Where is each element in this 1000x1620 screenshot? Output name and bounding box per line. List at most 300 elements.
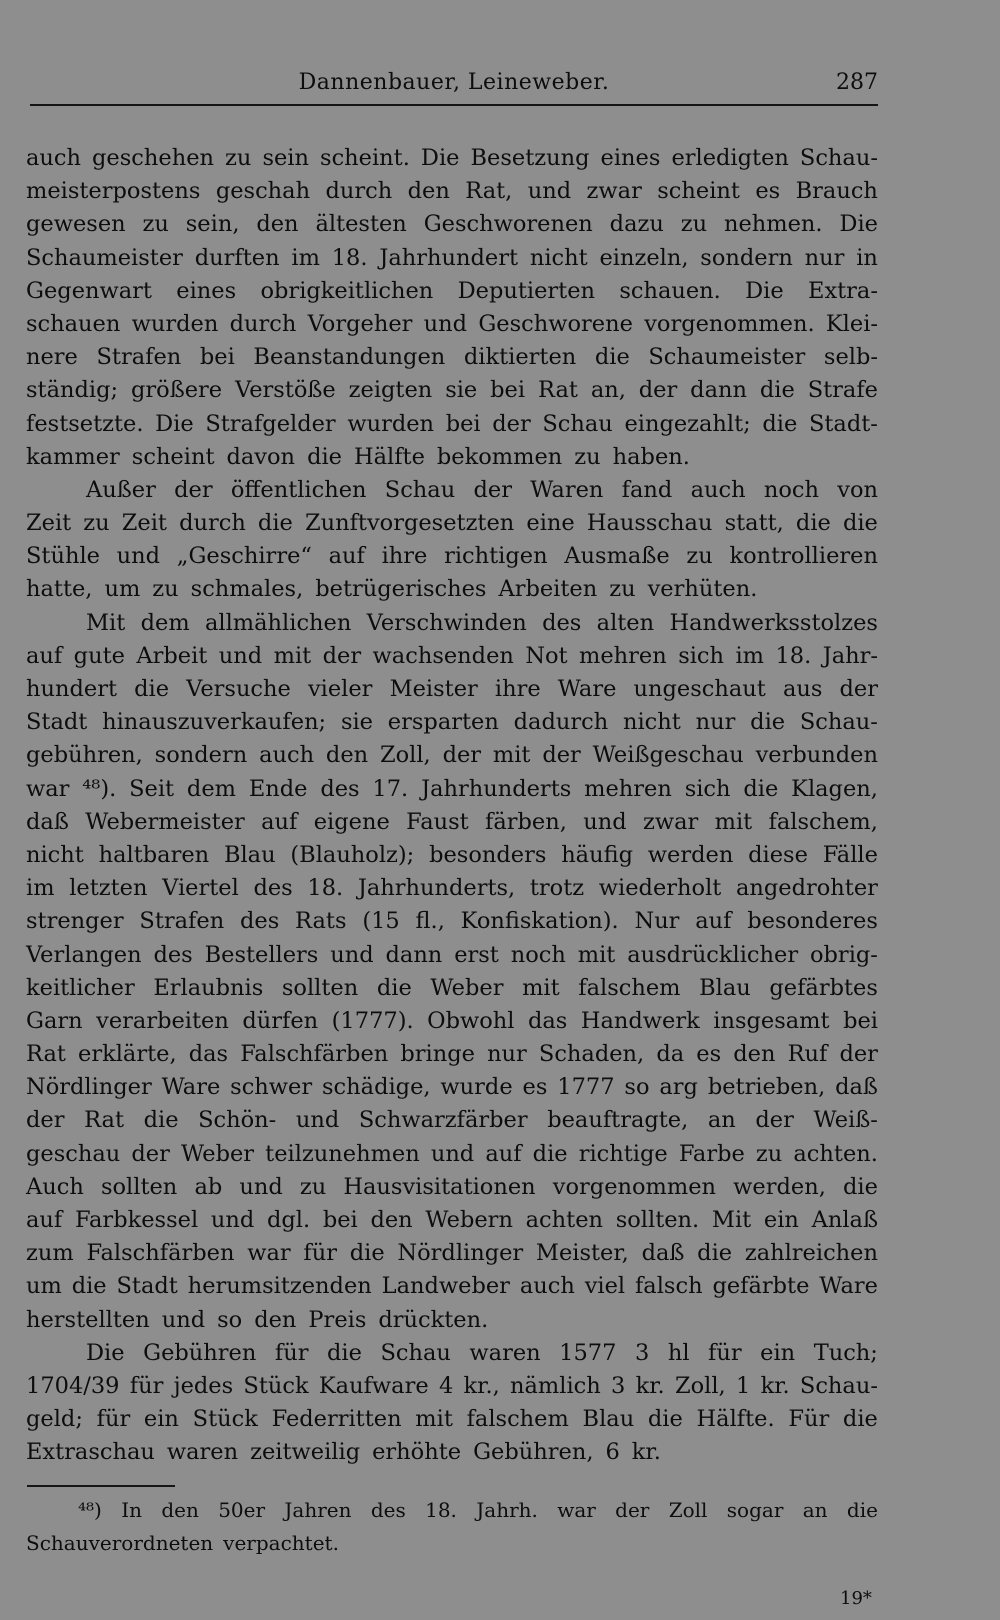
word: keitlicher xyxy=(26,974,135,1001)
text-line xyxy=(26,607,878,640)
word: Strafen xyxy=(139,908,225,935)
word: zeigten xyxy=(348,377,433,404)
word: ab xyxy=(194,1173,223,1200)
word: Die xyxy=(745,277,784,304)
word: Jahr- xyxy=(822,642,878,669)
page-number: 287 xyxy=(836,70,878,95)
text-line xyxy=(26,1270,878,1303)
word: teilzunehmen xyxy=(265,1140,420,1167)
text-line xyxy=(26,673,878,706)
word: ein xyxy=(143,1406,179,1433)
word: die xyxy=(750,709,786,736)
word: eines xyxy=(600,145,661,171)
footnote-line xyxy=(26,1527,878,1560)
word: dann xyxy=(690,377,747,404)
word: vieler xyxy=(307,676,373,702)
word: selb- xyxy=(823,344,878,371)
word: mit xyxy=(273,642,312,669)
word: Schaumeister xyxy=(648,344,806,371)
word: betrügerisches xyxy=(315,576,487,603)
word: sie xyxy=(445,377,478,404)
word: Erlaubnis xyxy=(153,974,264,1001)
word: auch xyxy=(26,145,81,171)
word: wurden xyxy=(347,410,435,437)
word: Extra- xyxy=(808,277,878,304)
word: auf xyxy=(328,543,365,570)
word: Jahren xyxy=(284,1498,352,1522)
word: nur xyxy=(487,1041,527,1068)
word: Schau- xyxy=(799,709,878,736)
word: sein xyxy=(262,145,309,171)
word: Webern xyxy=(425,1207,513,1233)
word: auch xyxy=(519,1273,575,1300)
word: Zeit xyxy=(26,510,72,537)
word: ein xyxy=(760,1339,796,1366)
word: häufig xyxy=(561,841,633,868)
word: des xyxy=(542,609,582,636)
word: richtige xyxy=(578,1140,668,1167)
word: gefärbte xyxy=(712,1273,810,1300)
word: Auch xyxy=(26,1173,84,1200)
word: Stadt xyxy=(26,709,88,736)
word: noch xyxy=(763,476,819,503)
word: (1777). xyxy=(331,1007,414,1034)
word: des xyxy=(320,775,360,802)
word: Schau xyxy=(380,1339,451,1366)
text-line xyxy=(26,939,878,972)
word: scheint xyxy=(131,443,215,470)
word: beauftragte, xyxy=(547,1107,689,1134)
word: und xyxy=(116,543,161,570)
word: sollten xyxy=(100,1173,178,1200)
word: die xyxy=(326,1339,362,1366)
word: falschem, xyxy=(768,808,878,835)
text-line xyxy=(26,507,878,540)
word: eingezahlt; xyxy=(624,410,751,437)
word: durch xyxy=(325,178,393,205)
word: die xyxy=(594,344,630,371)
word: falsch xyxy=(634,1273,703,1300)
word: Strafe xyxy=(807,377,878,404)
word: an xyxy=(707,1107,736,1134)
word: die xyxy=(71,1273,107,1300)
word: es xyxy=(696,1041,722,1068)
text-line xyxy=(26,1204,878,1237)
word: Schau- xyxy=(799,145,878,171)
word: gewesen xyxy=(26,211,126,238)
word: In xyxy=(121,1498,142,1522)
word: Blau xyxy=(699,974,751,1001)
word: werden, xyxy=(733,1173,826,1200)
word: Bestellers xyxy=(204,941,319,968)
word: Klagen, xyxy=(791,775,878,802)
word: ersparten xyxy=(387,709,499,736)
word: des xyxy=(153,941,193,968)
word: auf xyxy=(261,808,298,835)
word: zu xyxy=(152,576,179,603)
word: Stadt- xyxy=(808,410,878,437)
word: drückten. xyxy=(378,1306,489,1333)
word: des xyxy=(239,908,280,935)
word: hatte, xyxy=(26,576,93,603)
word: Ende xyxy=(248,775,308,802)
word: auf xyxy=(26,1207,63,1233)
word: verarbeiten xyxy=(96,1007,229,1034)
word: alten xyxy=(596,609,655,636)
word: den xyxy=(325,742,369,769)
word: vorgenommen xyxy=(552,1173,717,1200)
word: Gebühren xyxy=(143,1339,257,1366)
word: der xyxy=(473,476,512,503)
text-line xyxy=(26,640,878,673)
word: Verschwinden xyxy=(366,609,527,636)
word: hundert xyxy=(26,676,117,702)
word: strenger xyxy=(26,908,124,935)
word: Zoll, xyxy=(674,1372,726,1399)
word: Besetzung xyxy=(470,145,590,171)
word: verbunden xyxy=(755,742,878,769)
word: Stück xyxy=(192,1406,258,1433)
word: sie xyxy=(340,709,373,736)
word: falschem xyxy=(578,974,681,1001)
word: sollten xyxy=(281,974,359,1001)
word: Extraschau xyxy=(26,1439,155,1466)
word: mit xyxy=(522,974,560,1001)
word: der xyxy=(542,742,581,769)
word: herumsitzenden xyxy=(187,1273,372,1300)
word: der xyxy=(26,1107,65,1134)
word: Arbeit xyxy=(136,642,208,669)
word: für xyxy=(96,1406,131,1433)
word: Faust xyxy=(406,808,469,835)
word: Geschworenen xyxy=(423,211,593,238)
word: (Blauholz); xyxy=(290,841,415,868)
word: Weber xyxy=(430,974,504,1001)
word: und xyxy=(218,642,263,669)
word: haben. xyxy=(612,443,690,470)
word: die xyxy=(743,775,779,802)
word: besonderes xyxy=(747,908,878,935)
word: eigene xyxy=(313,808,390,835)
word: waren xyxy=(469,1339,541,1366)
word: Strafgelder xyxy=(205,410,336,437)
word: geschah xyxy=(215,178,311,205)
word: Nur xyxy=(634,908,680,935)
text-line xyxy=(26,208,878,241)
word: 4 xyxy=(438,1372,454,1399)
word: sich xyxy=(684,775,731,802)
word: kr. xyxy=(635,1372,665,1399)
word: um xyxy=(104,576,141,603)
word: dgl. xyxy=(266,1207,311,1233)
word: betrieben, xyxy=(707,1074,826,1101)
text-line xyxy=(26,1304,878,1337)
word: eines xyxy=(176,277,237,304)
word: verpachtet. xyxy=(223,1531,339,1555)
word: (15 xyxy=(362,908,400,935)
word: durch xyxy=(229,310,297,337)
word: „Geschirre“ xyxy=(176,543,312,570)
running-head-title: Dannenbauer, Leineweber. xyxy=(298,70,610,95)
word: festsetzte. xyxy=(26,410,144,437)
word: Falschfärben xyxy=(240,1041,389,1068)
word: auf xyxy=(26,642,63,669)
text-line xyxy=(26,1436,878,1469)
text-line xyxy=(26,1104,878,1137)
word: Zunftvorgesetzten xyxy=(304,510,515,537)
word: Anlaß xyxy=(811,1207,878,1233)
word: auf xyxy=(485,1140,522,1167)
word: obrigkeitlichen xyxy=(260,277,434,304)
word: ältesten xyxy=(315,211,407,238)
word: Not xyxy=(525,642,568,669)
word: Schwarzfärber xyxy=(358,1107,528,1134)
word: mit xyxy=(714,808,753,835)
word: größere xyxy=(130,377,223,404)
word: den xyxy=(161,1498,199,1522)
text-line xyxy=(26,573,878,606)
word: zu xyxy=(142,211,169,238)
word: Vorgeher xyxy=(307,310,413,337)
word: 18. xyxy=(425,1498,457,1522)
word: scheint xyxy=(657,178,740,205)
word: bei xyxy=(445,410,481,437)
footnote-rule xyxy=(27,1485,175,1487)
word: Ware xyxy=(161,1074,221,1101)
word: nicht xyxy=(623,709,681,736)
word: wiederholt xyxy=(598,875,722,902)
text-line xyxy=(26,706,878,739)
word: und xyxy=(430,1140,475,1167)
word: dann xyxy=(385,941,443,968)
word: obrig- xyxy=(809,941,878,968)
word: wurden xyxy=(131,310,219,337)
word: davon xyxy=(226,443,296,470)
word: Viertel xyxy=(162,875,239,902)
word: zum xyxy=(26,1240,74,1267)
word: Handwerksstolzes xyxy=(669,609,878,636)
word: Arbeiten xyxy=(498,576,598,603)
word: daß xyxy=(641,1240,685,1267)
word: der xyxy=(322,642,362,669)
word: der xyxy=(755,1107,794,1134)
word: Die xyxy=(839,211,878,238)
word: der xyxy=(839,1041,878,1068)
word: Verstöße xyxy=(235,377,336,404)
word: den xyxy=(407,178,450,205)
word: eine xyxy=(526,510,575,537)
word: herstellten xyxy=(26,1306,150,1333)
word: Blau xyxy=(582,1406,635,1433)
word: 18. xyxy=(307,875,344,902)
word: ein xyxy=(763,1207,799,1233)
text-line xyxy=(26,308,878,341)
word: viel xyxy=(584,1273,626,1300)
word: Stück xyxy=(243,1372,309,1399)
word: im xyxy=(735,642,765,669)
word: kammer xyxy=(26,443,120,470)
word: und xyxy=(583,808,627,835)
word: die xyxy=(532,1140,568,1167)
word: fand xyxy=(621,476,673,503)
word: an xyxy=(802,1498,828,1522)
word: Jahrhunderts xyxy=(421,775,572,802)
word: gefärbtes xyxy=(769,974,878,1001)
word: ständig; xyxy=(26,377,119,404)
word: den xyxy=(733,1041,776,1068)
word: zu xyxy=(574,443,601,470)
word: ⁴⁸). xyxy=(82,775,117,802)
footnotes xyxy=(26,1494,878,1560)
word: wurde xyxy=(440,1074,513,1101)
word: Ware xyxy=(819,1273,878,1300)
word: besonders xyxy=(429,841,547,868)
word: Zeit xyxy=(121,510,167,537)
word: erledigten xyxy=(671,145,789,171)
word: kr., xyxy=(463,1372,500,1399)
word: Stühle xyxy=(26,543,100,570)
text-line xyxy=(26,972,878,1005)
word: für xyxy=(303,1240,337,1267)
word: fl., xyxy=(415,908,445,935)
word: der xyxy=(638,377,678,404)
word: der xyxy=(442,742,482,769)
word: geschehen xyxy=(92,145,215,171)
word: der xyxy=(174,476,213,503)
word: es xyxy=(755,178,781,205)
text-line xyxy=(26,242,878,275)
word: Jahrhunderts, xyxy=(357,875,516,902)
text-line xyxy=(26,1403,878,1436)
word: Handwerk xyxy=(580,1007,700,1034)
word: Versuche xyxy=(186,676,291,702)
word: Nördlinger xyxy=(397,1240,524,1267)
word: Jahrh. xyxy=(476,1498,538,1522)
word: Hälfte. xyxy=(696,1406,775,1433)
word: bei xyxy=(843,1007,878,1034)
word: 1 xyxy=(735,1372,751,1399)
word: öffentlichen xyxy=(230,476,367,503)
word: so xyxy=(624,1074,650,1101)
word: schmales, xyxy=(190,576,304,603)
text-line xyxy=(26,142,878,175)
word: dem xyxy=(140,609,190,636)
word: 3 xyxy=(611,1372,626,1399)
word: zu xyxy=(755,1140,783,1167)
word: für xyxy=(708,1339,742,1366)
word: wachsenden xyxy=(372,642,514,669)
word: und xyxy=(210,1207,255,1233)
text-line xyxy=(26,1005,878,1038)
word: das xyxy=(527,1007,568,1034)
word: kontrollieren xyxy=(729,543,878,570)
word: ungeschaut xyxy=(633,676,766,702)
word: Rat, xyxy=(465,178,513,205)
word: Kaufware xyxy=(318,1372,429,1399)
word: gute xyxy=(73,642,125,669)
word: Schön- xyxy=(198,1107,277,1134)
text-line xyxy=(26,540,878,573)
word: die xyxy=(759,377,795,404)
word: Gegenwart xyxy=(26,277,152,304)
word: die xyxy=(376,974,412,1001)
word: Blau xyxy=(223,841,276,868)
word: das xyxy=(188,1041,229,1068)
text-line xyxy=(26,1370,878,1403)
word: Brauch xyxy=(795,178,878,205)
word: achten xyxy=(525,1207,603,1233)
word: zu xyxy=(680,211,708,238)
word: Die xyxy=(86,1339,125,1366)
word: dem xyxy=(186,775,236,802)
word: Deputierten xyxy=(457,277,595,304)
word: die xyxy=(842,1406,878,1433)
word: zu xyxy=(225,145,252,171)
word: dazu xyxy=(609,211,664,238)
text-line xyxy=(26,1171,878,1204)
word: dürfen xyxy=(242,1007,319,1034)
word: und xyxy=(527,178,572,205)
text-line xyxy=(26,341,878,374)
text-line xyxy=(26,905,878,938)
word: den xyxy=(256,211,299,238)
word: geld; xyxy=(26,1406,83,1433)
word: Jahrhundert xyxy=(379,244,519,271)
word: Hälfte xyxy=(353,443,425,470)
word: erklärte, xyxy=(78,1041,177,1068)
word: Strafen xyxy=(96,344,182,371)
word: Schauverordneten xyxy=(26,1531,214,1555)
word: Für xyxy=(788,1406,830,1433)
word: bekommen xyxy=(436,443,563,470)
word: schwer xyxy=(230,1074,313,1101)
word: Tuch; xyxy=(813,1339,878,1366)
word: Weber xyxy=(180,1140,255,1167)
word: der xyxy=(492,410,531,437)
word: zu xyxy=(299,1173,327,1200)
word: Farbkessel xyxy=(74,1207,199,1233)
text-line xyxy=(26,872,878,905)
word: falschem xyxy=(466,1406,569,1433)
footnote-line xyxy=(26,1494,878,1527)
word: erhöhte xyxy=(372,1439,462,1466)
text-line xyxy=(26,773,878,806)
word: sein, xyxy=(185,211,240,238)
word: 6 xyxy=(605,1439,620,1466)
word: durch xyxy=(179,510,246,537)
word: Gebühren, xyxy=(473,1439,594,1466)
word: zwar xyxy=(642,808,699,835)
word: einzeln, xyxy=(599,244,689,271)
word: Schau xyxy=(542,410,613,437)
word: Landweber xyxy=(381,1273,510,1300)
word: Konfiskation). xyxy=(460,908,619,935)
text-line xyxy=(26,1337,878,1370)
word: der xyxy=(839,676,878,702)
word: arg xyxy=(659,1074,698,1101)
word: sondern xyxy=(154,742,248,769)
word: hinauszuverkaufen; xyxy=(102,709,327,736)
word: Weißgeschau xyxy=(592,742,744,769)
word: Schaumeister xyxy=(26,244,183,271)
word: Rats xyxy=(295,908,347,935)
word: Farbe xyxy=(678,1140,745,1167)
word: im xyxy=(291,244,320,271)
word: den xyxy=(254,1306,297,1333)
word: zwar xyxy=(586,178,642,205)
text-line xyxy=(26,474,878,507)
text-line xyxy=(26,1237,878,1270)
